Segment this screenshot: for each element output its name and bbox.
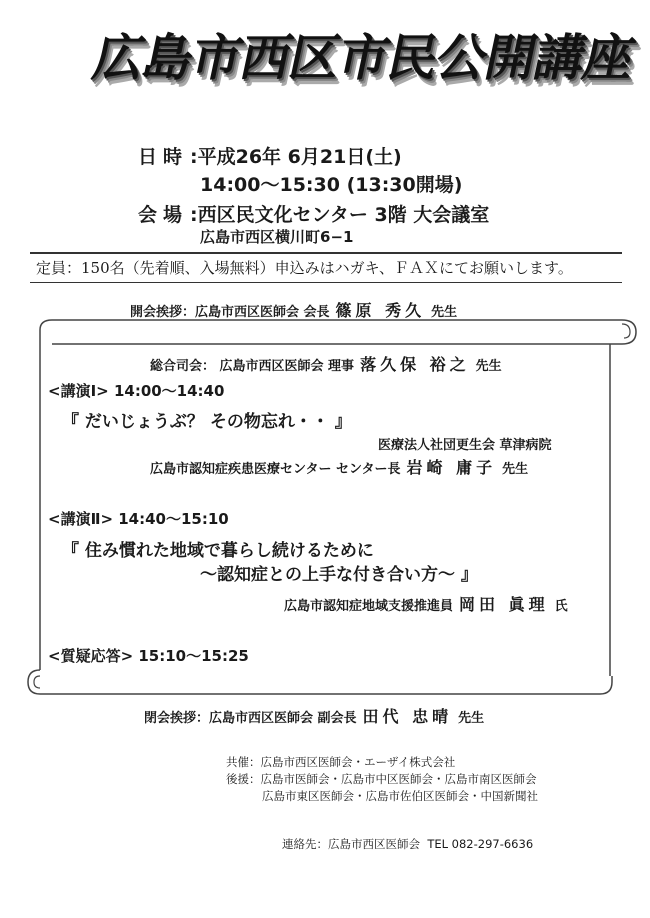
lecture2-speaker [284, 592, 568, 615]
support-line1: 後援：広島市医師会・広島市中区医師会・広島市南区医師会 [226, 772, 537, 786]
capacity-text: 定員：150名（先着順、入場無料）申込みはハガキ、ＦＡＸにてお願いします。 [36, 259, 573, 277]
lecture1-name: 岩崎 庸子 [406, 458, 497, 477]
moderator-label: 総合司会： 広島市西区医師会 理事 [150, 359, 355, 374]
moderator-name: 落久保 裕之 [360, 355, 470, 374]
closing-label: 閉会挨拶：広島市西区医師会 副会長 [144, 711, 357, 726]
closing-honorific: 先生 [458, 711, 485, 726]
support-line2: 広島市東区医師会・広島市佐伯区医師会・中国新聞社 [262, 789, 538, 803]
opening-label: 開会挨拶：広島市西区医師会 会長 [130, 305, 330, 320]
lecture2-heading: <講演Ⅱ> 14:40〜15:10 [48, 510, 229, 528]
event-date: 平成26年 6月21日(土) [197, 146, 402, 168]
lecture1-affil2: 広島市認知症疾患医療センター センター長 [150, 462, 401, 477]
moderator-honorific: 先生 [475, 359, 502, 374]
opening-honorific: 先生 [431, 305, 458, 320]
event-address: 広島市西区横川町6−1 [200, 228, 354, 246]
contact [282, 836, 533, 852]
lecture2-honorific: 氏 [554, 599, 568, 614]
venue-label: 会場 [138, 204, 189, 226]
lecture2-title1: 『 住み慣れた地域で暮らし続けるために [62, 541, 374, 561]
closing-name: 田代 忠晴 [362, 707, 453, 726]
lecture1-speaker [150, 455, 528, 478]
lecture1-honorific: 先生 [502, 462, 529, 477]
closing-remarks [144, 704, 484, 727]
lecture1-affil1: 医療法人社団更生会 草津病院 [378, 438, 552, 453]
lecture2-title2: 〜認知症との上手な付き合い方〜 』 [200, 565, 478, 585]
co-host: 共催：広島市西区医師会・エーザイ株式会社 [226, 755, 456, 769]
contact-tel: TEL 082-297-6636 [427, 837, 534, 851]
lecture1-heading: <講演Ⅰ> 14:00〜14:40 [48, 382, 225, 400]
page-title: 広島市西区市民公開講座 [87, 29, 640, 87]
event-date-row: 日時 :平成26年 6月21日(土) [138, 142, 402, 169]
lecture2-affil: 広島市認知症地域支援推進員 [284, 599, 454, 614]
lecture2-name: 岡田 眞理 [459, 595, 549, 614]
contact-label: 連絡先：広島市西区医師会 [282, 837, 420, 851]
opening-name: 篠原 秀久 [335, 301, 426, 320]
moderator [150, 352, 502, 375]
event-time: 14:00〜15:30 (13:30開場) [200, 174, 463, 196]
lecture1-title: 『 だいじょうぶ？ その物忘れ・・ 』 [62, 412, 352, 432]
event-venue: 西区民文化センター 3階 大会議室 [197, 204, 490, 226]
qa-heading: <質疑応答> 15:10〜15:25 [48, 647, 249, 665]
event-venue-row: 会場 :西区民文化センター 3階 大会議室 [138, 200, 489, 227]
date-label: 日時 [138, 146, 189, 168]
